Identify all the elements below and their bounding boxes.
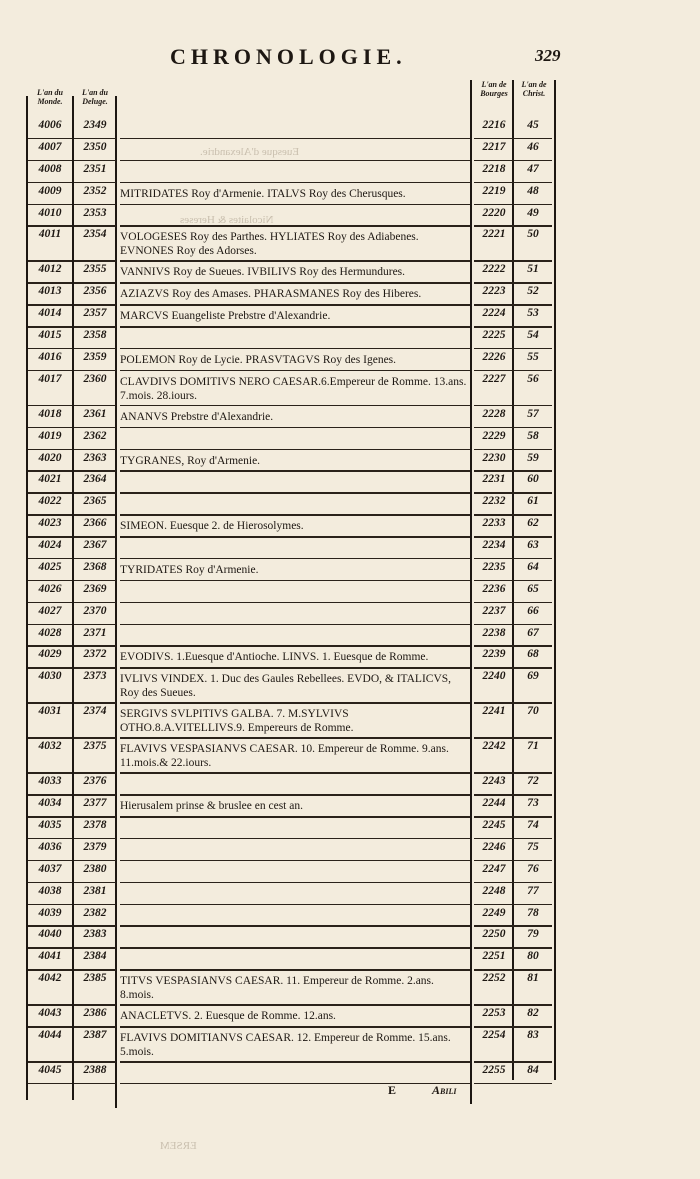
table-row: [28, 704, 556, 739]
header-christ: L'an de Christ.: [521, 80, 547, 98]
year-monde: 4032: [38, 740, 62, 753]
year-christ: 54: [527, 329, 539, 342]
year-deluge: 2372: [83, 648, 107, 661]
year-bourges: 2251: [482, 950, 506, 963]
year-deluge: 2366: [83, 517, 107, 530]
year-bourges: 2231: [482, 473, 506, 486]
year-monde: 4024: [38, 539, 62, 552]
year-deluge: 2368: [83, 560, 107, 573]
event-entry: TYRIDATES Roy d'Armenie.: [120, 563, 259, 576]
year-christ: 52: [527, 285, 539, 298]
year-christ: 59: [527, 451, 539, 464]
event-entry: MITRIDATES Roy d'Armenie. ITALVS Roy des Cherusques.: [120, 187, 406, 200]
year-bourges: 2226: [482, 350, 506, 363]
year-bourges: 2250: [482, 928, 506, 941]
year-christ: 69: [527, 670, 539, 683]
table-row: [28, 162, 556, 184]
year-deluge: 2369: [83, 582, 107, 595]
year-deluge: 2357: [83, 307, 107, 320]
year-christ: 46: [527, 140, 539, 153]
table-row: [28, 884, 556, 906]
year-bourges: 2249: [482, 906, 506, 919]
year-monde: 4027: [38, 604, 62, 617]
year-monde: 4006: [38, 119, 62, 131]
row-rule: [120, 1083, 470, 1085]
year-monde: 4017: [38, 372, 62, 385]
row-rule: [514, 1083, 552, 1085]
signature-mark: E: [388, 1083, 397, 1097]
year-bourges: 2242: [482, 740, 506, 753]
year-monde: 4036: [38, 840, 62, 853]
year-deluge: 2352: [83, 184, 107, 197]
year-bourges: 2230: [482, 451, 506, 464]
year-christ: 67: [527, 626, 539, 639]
year-monde: 4045: [38, 1064, 62, 1077]
year-monde: 4041: [38, 950, 62, 963]
table-row: [28, 669, 556, 704]
year-christ: 84: [527, 1064, 539, 1077]
year-christ: 78: [527, 906, 539, 919]
event-entry: TITVS VESPASIANVS CAESAR. 11. Empereur de Romme. 2.ans. 8.mois.: [120, 975, 434, 1002]
year-deluge: 2375: [83, 740, 107, 753]
page-number: 329: [535, 46, 561, 65]
year-deluge: 2379: [83, 840, 107, 853]
table-row: [28, 1028, 556, 1063]
table-row: [28, 840, 556, 862]
year-monde: 4029: [38, 648, 62, 661]
event-entry: TYGRANES, Roy d'Armenie.: [120, 454, 261, 467]
year-christ: 72: [527, 775, 539, 788]
year-christ: 77: [527, 884, 539, 897]
row-rule: [74, 1083, 116, 1085]
year-deluge: 2349: [83, 119, 107, 131]
event-entry: VANNIVS Roy de Sueues. IVBILIVS Roy des Hermundures.: [120, 266, 406, 279]
year-monde: 4030: [38, 670, 62, 683]
year-bourges: 2244: [482, 797, 506, 810]
year-monde: 4043: [38, 1007, 62, 1020]
year-deluge: 2363: [83, 451, 107, 464]
year-deluge: 2388: [83, 1064, 107, 1077]
year-christ: 64: [527, 560, 539, 573]
table-row: [28, 306, 556, 328]
year-monde: 4015: [38, 329, 62, 342]
year-bourges: 2225: [482, 329, 506, 342]
year-christ: 56: [527, 372, 539, 385]
year-bourges: 2238: [482, 626, 506, 639]
year-deluge: 2354: [83, 228, 107, 241]
year-christ: 60: [527, 473, 539, 486]
year-bourges: 2220: [482, 206, 506, 219]
year-deluge: 2383: [83, 928, 107, 941]
event-entry: ANANVS Prebstre d'Alexandrie.: [120, 410, 274, 423]
year-deluge: 2359: [83, 350, 107, 363]
year-deluge: 2374: [83, 705, 107, 718]
year-christ: 71: [527, 740, 539, 753]
year-deluge: 2380: [83, 862, 107, 875]
year-bourges: 2218: [482, 162, 506, 175]
year-bourges: 2236: [482, 582, 506, 595]
year-bourges: 2254: [482, 1029, 506, 1042]
event-entry: EVODIVS. 1.Euesque d'Antioche. LINVS. 1. Euesque de Romme.: [120, 651, 429, 664]
year-deluge: 2364: [83, 473, 107, 486]
year-christ: 53: [527, 307, 539, 320]
table-row: [28, 1063, 556, 1085]
table-row: [28, 739, 556, 774]
year-bourges: 2248: [482, 884, 506, 897]
year-monde: 4009: [38, 184, 62, 197]
year-bourges: 2219: [482, 184, 506, 197]
year-christ: 79: [527, 928, 539, 941]
year-bourges: 2216: [482, 119, 506, 131]
table-row: [28, 949, 556, 971]
year-christ: 63: [527, 539, 539, 552]
year-christ: 83: [527, 1029, 539, 1042]
year-bourges: 2240: [482, 670, 506, 683]
year-bourges: 2246: [482, 840, 506, 853]
year-bourges: 2228: [482, 407, 506, 420]
year-deluge: 2385: [83, 972, 107, 985]
event-entry: Hierusalem prinse & bruslee en cest an.: [120, 800, 303, 813]
table-row: [28, 429, 556, 451]
year-deluge: 2358: [83, 329, 107, 342]
event-entry: MARCVS Euangeliste Prebstre d'Alexandrie.: [120, 310, 331, 323]
year-christ: 75: [527, 840, 539, 853]
table-row: [28, 927, 556, 949]
year-monde: 4037: [38, 862, 62, 875]
year-monde: 4035: [38, 819, 62, 832]
year-deluge: 2373: [83, 670, 107, 683]
table-row: [28, 538, 556, 560]
year-monde: 4022: [38, 495, 62, 508]
year-bourges: 2255: [482, 1064, 506, 1077]
event-entry: POLEMON Roy de Lycie. PRASVTAGVS Roy des Igenes.: [120, 353, 397, 366]
year-monde: 4018: [38, 407, 62, 420]
table-row: [28, 407, 556, 429]
event-entry: IVLIVS VINDEX. 1. Duc des Gaules Rebellees. EVDO, & ITALICVS, Roy des Sueues.: [120, 673, 452, 700]
table-row: [28, 451, 556, 473]
year-christ: 65: [527, 582, 539, 595]
year-bourges: 2222: [482, 263, 506, 276]
event-entry: FLAVIVS VESPASIANVS CAESAR. 10. Empereur de Romme. 9.ans. 11.mois.& 22.iours.: [120, 743, 449, 770]
year-christ: 49: [527, 206, 539, 219]
year-deluge: 2365: [83, 495, 107, 508]
year-deluge: 2360: [83, 372, 107, 385]
year-christ: 66: [527, 604, 539, 617]
row-rule: [474, 1083, 514, 1085]
year-monde: 4042: [38, 972, 62, 985]
year-monde: 4013: [38, 285, 62, 298]
year-deluge: 2351: [83, 162, 107, 175]
year-bourges: 2253: [482, 1007, 506, 1020]
year-monde: 4010: [38, 206, 62, 219]
year-bourges: 2237: [482, 604, 506, 617]
year-christ: 76: [527, 862, 539, 875]
table-row: [28, 472, 556, 494]
year-christ: 48: [527, 184, 539, 197]
year-deluge: 2367: [83, 539, 107, 552]
year-monde: 4044: [38, 1029, 62, 1042]
year-deluge: 2376: [83, 775, 107, 788]
year-bourges: 2239: [482, 648, 506, 661]
year-monde: 4039: [38, 906, 62, 919]
year-monde: 4023: [38, 517, 62, 530]
year-bourges: 2221: [482, 228, 506, 241]
table-row: [28, 206, 556, 228]
year-christ: 62: [527, 517, 539, 530]
table-row: [28, 328, 556, 350]
year-christ: 51: [527, 263, 539, 276]
year-bourges: 2245: [482, 819, 506, 832]
year-bourges: 2224: [482, 307, 506, 320]
year-deluge: 2382: [83, 906, 107, 919]
year-christ: 80: [527, 950, 539, 963]
table-row: [28, 184, 556, 206]
year-monde: 4034: [38, 797, 62, 810]
table-row: [28, 626, 556, 648]
year-bourges: 2217: [482, 140, 506, 153]
year-christ: 58: [527, 429, 539, 442]
year-monde: 4014: [38, 307, 62, 320]
year-bourges: 2229: [482, 429, 506, 442]
year-monde: 4026: [38, 582, 62, 595]
table-row: [28, 118, 556, 140]
year-monde: 4016: [38, 350, 62, 363]
show-through: Euesque d'Alexandrie.: [200, 146, 300, 158]
row-rule: [28, 1083, 72, 1085]
table-row: [28, 774, 556, 796]
year-bourges: 2233: [482, 517, 506, 530]
year-deluge: 2384: [83, 950, 107, 963]
header-monde: L'an du Monde.: [36, 88, 63, 106]
table-row: [28, 582, 556, 604]
year-christ: 74: [527, 819, 539, 832]
year-monde: 4008: [38, 162, 62, 175]
year-christ: 45: [527, 119, 539, 131]
year-christ: 55: [527, 350, 539, 363]
event-entry: SIMEON. Euesque 2. de Hierosolymes.: [120, 520, 304, 533]
table-row: [28, 494, 556, 516]
year-deluge: 2386: [83, 1007, 107, 1020]
year-monde: 4025: [38, 560, 62, 573]
event-entry: AZIAZVS Roy des Amases. PHARASMANES Roy des Hiberes.: [120, 288, 422, 301]
year-deluge: 2381: [83, 884, 107, 897]
table-row: [28, 227, 556, 262]
year-bourges: 2241: [482, 705, 506, 718]
year-deluge: 2362: [83, 429, 107, 442]
table-row: [28, 796, 556, 818]
year-monde: 4012: [38, 263, 62, 276]
year-bourges: 2243: [482, 775, 506, 788]
page-title: CHRONOLOGIE.: [170, 44, 407, 69]
table-row: [28, 862, 556, 884]
event-entry: FLAVIVS DOMITIANVS CAESAR. 12. Empereur de Romme. 15.ans. 5.mois.: [120, 1032, 451, 1059]
event-entry: SERGIVS SVLPITIVS GALBA. 7. M.SYLVIVS OTHO.8.A.VITELLIVS.9. Empereurs de Romme.: [120, 708, 354, 735]
year-deluge: 2370: [83, 604, 107, 617]
year-monde: 4019: [38, 429, 62, 442]
year-christ: 73: [527, 797, 539, 810]
year-deluge: 2377: [83, 797, 107, 810]
year-christ: 70: [527, 705, 539, 718]
year-deluge: 2361: [83, 407, 107, 420]
year-christ: 81: [527, 972, 539, 985]
table-row: [28, 262, 556, 284]
year-monde: 4028: [38, 626, 62, 639]
table-row: [28, 906, 556, 928]
year-monde: 4038: [38, 884, 62, 897]
show-through: ERSEM: [160, 1140, 197, 1152]
table-row: [28, 818, 556, 840]
year-christ: 68: [527, 648, 539, 661]
year-deluge: 2353: [83, 206, 107, 219]
year-christ: 50: [527, 228, 539, 241]
table-row: [28, 350, 556, 372]
table-row: [28, 372, 556, 407]
table-row: [28, 647, 556, 669]
catchword: Abili: [432, 1083, 457, 1097]
table-row: [28, 1006, 556, 1028]
year-monde: 4021: [38, 473, 62, 486]
year-deluge: 2378: [83, 819, 107, 832]
year-bourges: 2232: [482, 495, 506, 508]
year-monde: 4020: [38, 451, 62, 464]
year-monde: 4011: [38, 228, 62, 241]
table-row: [28, 971, 556, 1006]
table-row: [28, 604, 556, 626]
event-entry: ANACLETVS. 2. Euesque de Romme. 12.ans.: [120, 1010, 336, 1023]
year-monde: 4040: [38, 928, 62, 941]
header-deluge: L'an du Deluge.: [81, 88, 108, 106]
year-monde: 4033: [38, 775, 62, 788]
year-deluge: 2371: [83, 626, 107, 639]
year-monde: 4007: [38, 140, 62, 153]
year-christ: 82: [527, 1007, 539, 1020]
year-deluge: 2356: [83, 285, 107, 298]
year-christ: 61: [527, 495, 539, 508]
year-christ: 47: [527, 162, 539, 175]
year-bourges: 2234: [482, 539, 506, 552]
header-bourges: L'an de Bourges: [480, 80, 508, 98]
year-bourges: 2227: [482, 372, 506, 385]
year-deluge: 2387: [83, 1029, 107, 1042]
event-entry: CLAVDIVS DOMITIVS NERO CAESAR.6.Empereur de Romme. 13.ans. 7.mois. 28.iours.: [120, 375, 467, 402]
year-bourges: 2235: [482, 560, 506, 573]
show-through: Nicolaites & Hereses: [180, 214, 274, 226]
table-row: [28, 284, 556, 306]
year-deluge: 2355: [83, 263, 107, 276]
table-row: [28, 560, 556, 582]
event-entry: VOLOGESES Roy des Parthes. HYLIATES Roy des Adiabenes. EVNONES Roy des Adorses.: [120, 231, 419, 258]
year-deluge: 2350: [83, 140, 107, 153]
year-bourges: 2252: [482, 972, 506, 985]
year-christ: 57: [527, 407, 539, 420]
year-monde: 4031: [38, 705, 62, 718]
table-row: [28, 516, 556, 538]
year-bourges: 2223: [482, 285, 506, 298]
year-bourges: 2247: [482, 862, 506, 875]
